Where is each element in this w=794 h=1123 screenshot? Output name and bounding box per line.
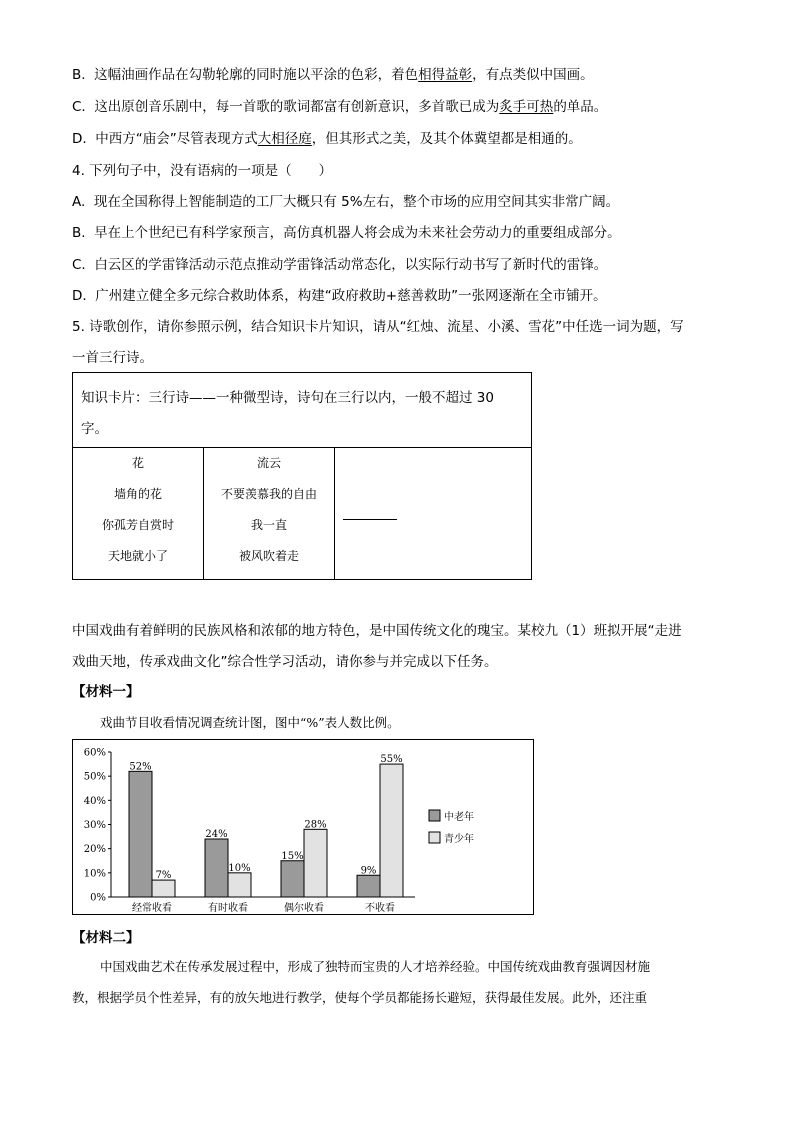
- poem-title: 流云: [256, 456, 281, 470]
- answer-blank[interactable]: [343, 519, 397, 520]
- bar: [357, 875, 380, 897]
- bar: [304, 829, 327, 897]
- bar: [380, 764, 403, 897]
- poem-line: 墙角的花: [113, 487, 162, 501]
- bar: [205, 839, 228, 897]
- underlined-idiom: 大相径庭: [257, 131, 312, 147]
- bar: [228, 873, 251, 897]
- bar-chart: [72, 739, 534, 915]
- poem-line: 不要羡慕我的自由: [220, 487, 317, 501]
- data-label: 52%: [129, 761, 152, 773]
- q4-option-b: B. 早在上个世纪已有科学家预言，高仿真机器人将会成为未来社会劳动力的重要组成部分。: [72, 225, 621, 241]
- x-tick-label: 不收看: [365, 903, 395, 914]
- table-divider: [334, 447, 335, 579]
- intro-line1: 中国戏曲有着鲜明的民族风格和浓郁的地方特色，是中国传统文化的瑰宝。某校九（1）班拟开展“走进: [72, 623, 682, 639]
- data-label: 15%: [281, 850, 304, 862]
- poem-line: 我一直: [250, 518, 287, 532]
- y-tick-label: 30%: [83, 820, 106, 831]
- material2-line1: 中国戏曲艺术在传承发展过程中，形成了独特而宝贵的人才培养经验。中国传统戏曲教育强调因材施: [100, 959, 651, 974]
- y-tick-label: 40%: [83, 795, 106, 807]
- q5-stem-line1: 5. 诗歌创作，请你参照示例，结合知识卡片知识，请从“红烛、流星、小溪、雪花”中任选一词为题，写: [72, 319, 684, 335]
- material1-heading: 【材料一】: [72, 684, 140, 700]
- x-tick-label: 经常收看: [132, 903, 172, 914]
- y-tick-label: 20%: [83, 844, 106, 856]
- material2-heading: 【材料二】: [72, 930, 140, 946]
- example-poem-1: [73, 447, 203, 579]
- q4-option-a: A. 现在全国称得上智能制造的工厂大概只有 5%左右，整个市场的应用空间其实非常广阔。: [72, 194, 620, 210]
- x-tick-label: 有时收看: [208, 903, 248, 914]
- legend-swatch: [429, 810, 440, 821]
- q4-stem: 4. 下列句子中，没有语病的一项是（ ）: [72, 163, 333, 179]
- q4-option-d: D. 广州建立健全多元综合救助体系，构建“政府救助+慈善救助”一张网逐渐在全市铺开。: [72, 288, 607, 304]
- legend-swatch: [429, 832, 440, 843]
- knowledge-card-table: [72, 372, 532, 580]
- material1-caption: 戏曲节目收看情况调查统计图，图中“%”表人数比例。: [100, 715, 400, 730]
- data-label: 24%: [205, 829, 228, 840]
- knowledge-card-caption: 知识卡片：三行诗——一种微型诗，诗句在三行以内，一般不超过 30 字。: [81, 390, 494, 437]
- poem-line: 被风吹着走: [238, 549, 299, 563]
- x-tick-label: 偶尔收看: [284, 903, 324, 914]
- poem-line: 天地就小了: [107, 549, 168, 563]
- q3-option-c: C. 这出原创音乐剧中，每一首歌的歌词都富有创新意识，多首歌已成为炙手可热的单品。: [72, 99, 608, 115]
- bar-chart-svg: [73, 740, 535, 916]
- y-tick-label: 10%: [83, 868, 106, 880]
- data-label: 28%: [304, 819, 327, 831]
- q5-stem-line2: 一首三行诗。: [72, 350, 153, 366]
- bar: [281, 861, 304, 897]
- q4-option-c: C. 白云区的学雷锋活动示范点推动学雷锋活动常态化，以实际行动书写了新时代的雷锋。: [72, 257, 608, 273]
- example-poem-2: [204, 447, 334, 579]
- underlined-idiom: 相得益彰: [418, 67, 473, 83]
- underlined-idiom: 炙手可热: [499, 99, 554, 115]
- y-tick-label: 0%: [90, 892, 106, 904]
- intro-line2: 戏曲天地，传承戏曲文化”综合性学习活动，请你参与并完成以下任务。: [72, 654, 498, 670]
- data-label: 9%: [360, 865, 377, 877]
- material2-line2: 教，根据学员个性差异，有的放矢地进行教学，使每个学员都能扬长避短，获得最佳发展。此外，还注重: [72, 990, 648, 1005]
- y-tick-label: 60%: [83, 747, 106, 759]
- poem-title: 花: [131, 456, 144, 470]
- data-label: 7%: [155, 870, 172, 882]
- poem-line: 你孤芳自赏时: [101, 518, 174, 532]
- data-label: 55%: [380, 754, 403, 766]
- y-tick-label: 50%: [83, 771, 106, 783]
- legend-label: 青少年: [444, 834, 474, 845]
- q3-option-b: B. 这幅油画作品在勾勒轮廓的同时施以平涂的色彩，着色相得益彰，有点类似中国画。: [72, 67, 594, 83]
- legend-label: 中老年: [444, 812, 474, 823]
- bar: [152, 880, 175, 897]
- bar: [129, 771, 152, 897]
- q3-option-d: D. 中西方“庙会”尽管表现方式大相径庭，但其形式之美，及其个体冀望都是相通的。: [72, 131, 582, 147]
- data-label: 10%: [228, 862, 251, 874]
